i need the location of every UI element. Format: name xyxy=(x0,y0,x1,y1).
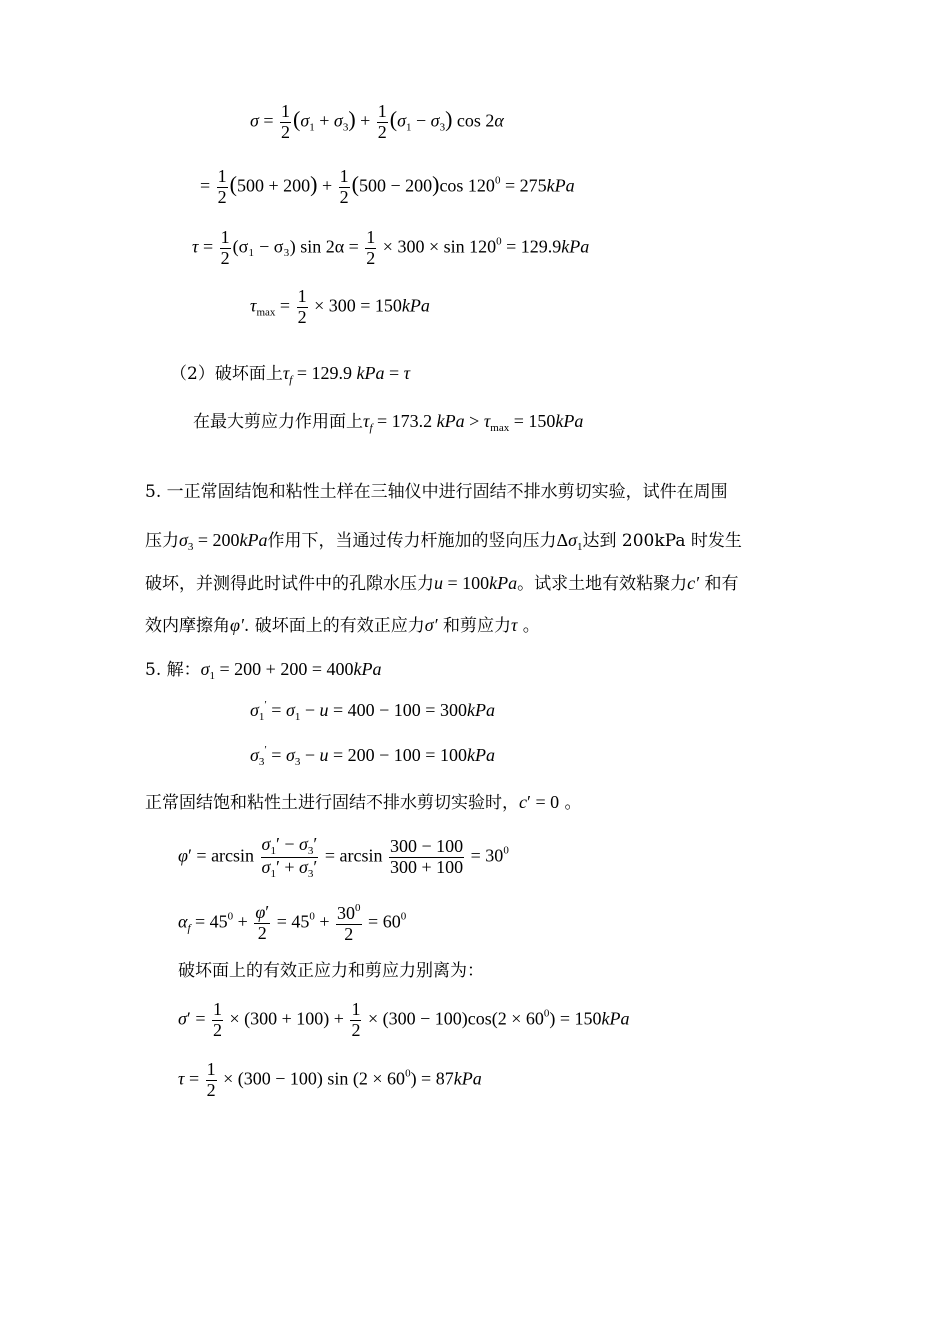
sigma-substitution: = $\frac{1}{2}$ (500 + 200) + $\frac{1}{2}$ (500 − 200)cos $120^0 = 275kPa$ xyxy=(200,166,575,207)
problem-5-line-2: 压力$\sigma_3 = 200kPa$作用下，当通过传力杆施加的竖向压力$\Delta\sigma_1$达到 200kPa 时发生 xyxy=(145,530,742,553)
failure-plane-line: （2）破坏面上$\tau_f = 129.9$ kPa = τ xyxy=(170,363,411,386)
problem-5-line-4: 效内摩擦角φ′. 破坏面上的有效正应力σ′ 和剪应力τ 。 xyxy=(145,615,540,636)
stress-intro: 破坏面上的有效正应力和剪应力别离为： xyxy=(178,961,484,981)
sigma-formula: σ = $\frac{1}{2}$ $(\sigma_1 + \sigma_3)$ + $\frac{1}{2}$ $(\sigma_1 - \sigma_3)$ cos 2α xyxy=(250,101,504,142)
solution-sigma1: 5. 解：$\sigma_1 = 200 + 200 = 400kPa$ xyxy=(145,659,382,682)
shear-stress: τ = $\frac{1}{2}$ × (300 − 100) $\sin (2 \times 60^0) = 87kPa$ xyxy=(178,1059,482,1100)
effective-sigma3: $\sigma_3' = \sigma_3 - u = 200 - 100 = 100kPa$ xyxy=(250,744,495,768)
tau-max-formula: $\tau_{max}$ = $\frac{1}{2}$ × 300 = 150kPa xyxy=(250,286,430,327)
effective-normal-stress: σ′ = $\frac{1}{2}$ × (300 + 100) + $\frac{1}{2}$ × $(300 - 100)\cos(2 \times 60^0) = 150kPa$ xyxy=(178,999,630,1040)
tau-formula: τ = $\frac{1}{2}$ (σ₁ − σ₃) sin 2α = $\frac{1}{2}$ × $300 \times \sin 120^0 = 129.9kPa$ xyxy=(192,227,590,268)
failure-angle-formula: $\alpha_f = 45^0$ + $\frac{\varphi'}{2}$ = $45^0$ + $\frac{30^0}{2}$ = $60^0$ xyxy=(178,902,407,944)
problem-5-line-3: 破坏，并测得此时试件中的孔隙水压力u = 100kPa。试求土地有效粘聚力c′ 和有 xyxy=(145,573,739,594)
cohesion-note: 正常固结饱和粘性土进行固结不排水剪切实验时，c′ = 0 。 xyxy=(145,792,582,813)
max-shear-plane-line: 在最大剪应力作用面上$\tau_f = 173.2$ kPa > $\tau_{max} = 150kPa$ xyxy=(193,411,584,434)
problem-5-line-1: 5. 一正常固结饱和粘性土样在三轴仪中进行固结不排水剪切实验，试件在周围 xyxy=(145,482,728,502)
friction-angle-formula: φ′ = arcsin $\frac{\sigma_1' - \sigma_3'}{\sigma_1' + \sigma_3'}$ = arcsin $\frac{300 - 100}{300 + 100}$ = $30^0$ xyxy=(178,834,509,881)
effective-sigma1: $\sigma_1' = \sigma_1 - u = 400 - 100 = 300kPa$ xyxy=(250,699,495,723)
